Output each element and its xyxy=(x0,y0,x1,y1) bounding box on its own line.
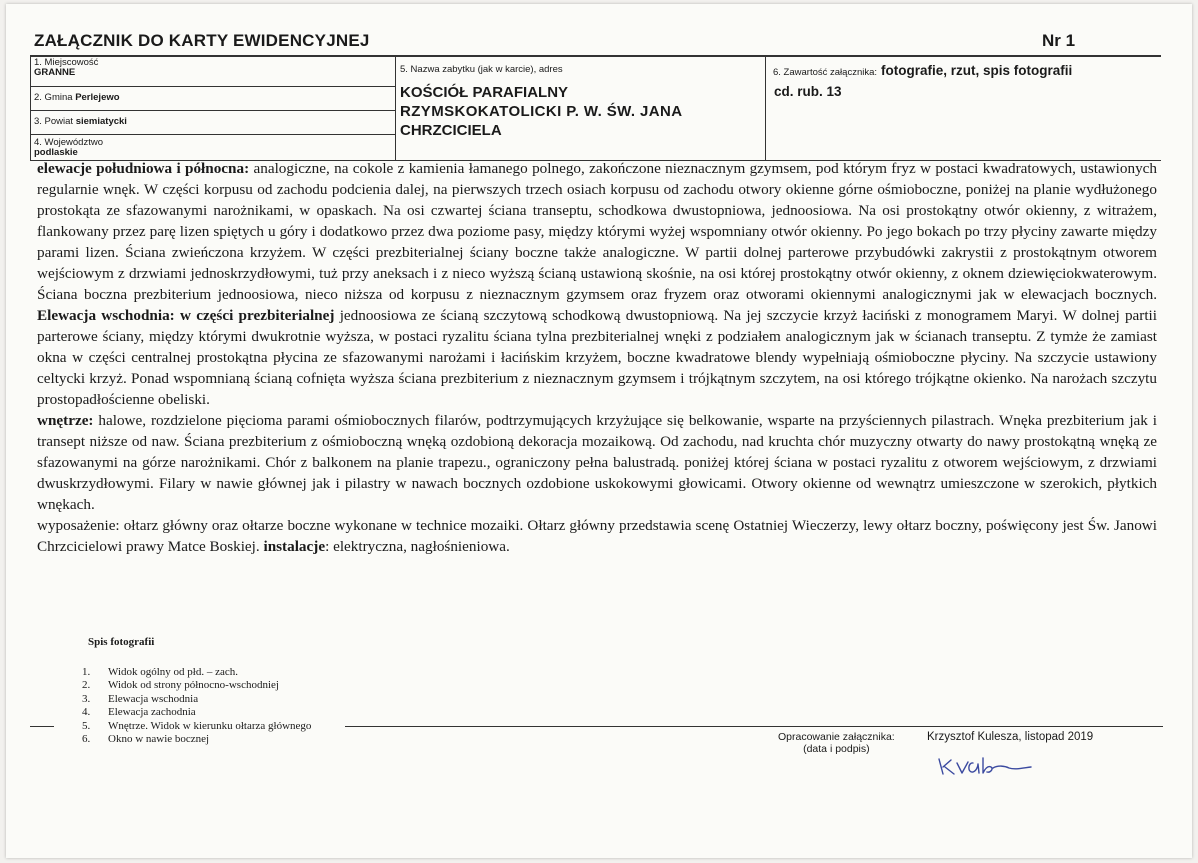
field-value: fotografie, rzut, spis fotografii xyxy=(881,63,1073,78)
text-run: analogiczne, na cokole z kamienia łamanego polnego, zakończone nieznacznym gzymsem, pod którym fryz w postaci kwadratowych, ustawionych regularnie wnęk. W części korpusu od zachodu podcienia dalej, na pierwszych trzech osiach korpusu od zachodu otwory okienne górne ośmioboczne, poniżej na planie wydłużonego prostokąta ze sfazowanymi narożnikami, w opaskach. Na osi czwartej ściana transeptu, schodkowa dwustopniowa, jednoosiowa. Na osi prostokątny otwór okienny, z witrażem, flankowany przez parę lizen spiętych u góry i dodatkowo przez dwa poziome pasy, między którymi wyżej wspomniany otwór okienny. Po jego bokach po trzy płyciny zawarte między parami lizen. Ściana zwieńczona krzyżem. W części prezbiterialnej ściany boczne także analogiczne. W partii dolnej parterowe przybudówki zakrystii z prostokątnym otworem wejściowym z drzwiami jednoskrzydłowymi, tuż przy aneksach i z nieco wyższą ścianą ustawioną skośnie, na osi której prostokątny otwór okienny, z oknem dziewięciokwaterowym. Ściana boczna prezbiterium jednoosiowa, nieco niższa od korpusu z nieznacznym gzymsem oraz fryzem oraz otworami okiennymi analogicznymi jak w elewacjach bocznych. xyxy=(37,160,1158,303)
heading-elewacje: elewacje południowa i północna: xyxy=(37,160,250,177)
signature xyxy=(935,752,1035,780)
nazwa-line: KOŚCIÓŁ PARAFIALNY xyxy=(400,84,569,101)
item-number: 6. xyxy=(82,733,91,745)
photo-list-items xyxy=(82,666,311,747)
field-miejscowosc xyxy=(34,58,98,78)
field-divider xyxy=(30,110,395,111)
nazwa-line: RZYMSKOKATOLICKI P. W. ŚW. JANA xyxy=(400,103,683,120)
text-run: wyposażenie: ołtarz główny oraz ołtarze boczne wykonane w technice mozaiki. Ołtarz główny przedstawia scenę Ostatniej Wieczerzy, lewy ołtarz boczny, poświęcony jest Św. Janowi Chrzcicielowi prawy Matce Boskiej. xyxy=(37,517,1157,555)
item-text: Okno w nawie bocznej xyxy=(108,733,210,745)
field-divider xyxy=(30,134,395,135)
field-nazwa-value xyxy=(400,83,682,140)
heading-wnetrze: wnętrze: xyxy=(37,412,94,429)
list-item xyxy=(82,679,311,693)
field-zawartosc xyxy=(773,62,1072,80)
item-text: Wnętrze. Widok w kierunku ołtarza głównego xyxy=(108,719,312,732)
list-item xyxy=(82,693,311,707)
item-number: 5. xyxy=(82,719,91,732)
item-number: 4. xyxy=(82,706,91,718)
field-label: 1. Miejscowość xyxy=(34,57,99,68)
document-title: ZAŁĄCZNIK DO KARTY EWIDENCYJNEJ xyxy=(34,31,370,50)
footer-label-line: Opracowanie załącznika: xyxy=(778,731,895,743)
item-text: Widok ogólny od płd. – zach. xyxy=(108,665,239,678)
footer-author: Krzysztof Kulesza, listopad 2019 xyxy=(927,731,1094,743)
field-divider xyxy=(30,86,395,87)
field-label: 6. Zawartość załącznika: xyxy=(773,67,878,78)
header-rule xyxy=(30,55,1161,57)
field-label: 3. Powiat xyxy=(34,116,74,127)
item-number: 3. xyxy=(82,692,91,705)
heading-elewacja-wschodnia: Elewacja wschodnia: w części prezbiterialnej xyxy=(37,307,335,324)
form-column-divider xyxy=(765,55,766,161)
paragraph-elewacje xyxy=(37,158,1157,410)
text-run: jednoosiowa ze ścianą szczytową schodkową dwustopniową. Na jej szczycie krzyż łaciński z monogramem Maryi. W dolnej partii parterowe ściany, między którymi dwukrotnie wyższa, w postaci ryzalitu ściana tylna prezbiterialnej wnęki z podziałem analogicznym jak w ścianach transeptu. Z tymże że zamiast okna w części centralnej prostokątna płycina ze sfazowanymi narożami i łacińskim krzyżem, boczne kwadratowe blendy wypełniają ośmioboczne płyciny. Na szczycie ustawiony celtycki krzyż. Ponad wspomnianą ścianą cofnięta wyższa ściana prezbiterium z nieznacznym gzymsem i trójkątnym szczytem, na osi którego trójkątne okienko. Na narożach szczytu prostopadłościenne obeliski. xyxy=(37,307,1157,408)
heading-instalacje: instalacje xyxy=(263,538,326,555)
text-run: halowe, rozdzielone pięcioma parami ośmiobocznych filarów, podtrzymujących krzyżujące się belkowanie, wsparte na przyściennych pilastrach. Wnęka prezbiterium jak i transept niższe od naw. Ściana prezbiterium z ośmioboczną wnęką ozdobioną dekoracja mozaikową. Od zachodu, nad kruchta chór muzyczny otwarty do nawy prostokątną wnęką ze sfazowanymi na górze narożnikami. Chór z balkonem na planie trapezu., ograniczony pełna balustradą. poniżej której ściana w postaci ryzalitu z otworem wejściowym, z drzwiami dwuskrzydłowymi. Filary w nawie głównej jak i pilastry w nawach bocznych ozdobione uskokowymi głowicami. Otwory okienne od wewnątrz umieszczone w szerokich, płytkich wnękach. xyxy=(37,412,1157,513)
footer-rule-left xyxy=(30,726,54,727)
field-powiat xyxy=(34,117,127,127)
item-number: 1. xyxy=(82,665,91,678)
footer-label xyxy=(778,731,895,755)
list-item xyxy=(82,706,311,720)
description-text xyxy=(37,158,1157,557)
photo-list xyxy=(82,636,311,747)
paragraph-wyposazenie xyxy=(37,515,1157,557)
photo-list-title: Spis fotografii xyxy=(88,636,155,648)
field-nazwa-label: 5. Nazwa zabytku (jak w karcie), adres xyxy=(400,64,563,75)
nazwa-line: CHRZCICIELA xyxy=(400,122,502,139)
field-wojewodztwo xyxy=(34,138,103,158)
list-item xyxy=(82,666,311,680)
list-item xyxy=(82,733,311,747)
continuation-note: cd. rub. 13 xyxy=(774,84,842,99)
field-value: siemiatycki xyxy=(75,116,127,127)
footer-label-line: (data i podpis) xyxy=(803,743,870,755)
item-number: 2. xyxy=(82,679,91,691)
form-left-border xyxy=(30,55,31,161)
field-value: GRANNE xyxy=(34,67,76,78)
field-value: podlaskie xyxy=(34,147,78,158)
list-item xyxy=(82,720,311,734)
item-text: Elewacja zachodnia xyxy=(108,706,196,718)
field-label: 4. Województwo xyxy=(34,137,103,148)
field-label: 2. Gmina xyxy=(34,92,73,103)
field-gmina xyxy=(34,93,120,103)
field-value: Perlejewo xyxy=(75,92,120,103)
item-text: Elewacja wschodnia xyxy=(108,692,199,705)
document-number: Nr 1 xyxy=(1042,31,1076,50)
footer-rule xyxy=(345,726,1163,727)
paragraph-wnetrze xyxy=(37,410,1157,515)
text-run: : elektryczna, nagłośnieniowa. xyxy=(325,538,510,555)
item-text: Widok od strony północno-wschodniej xyxy=(108,679,279,691)
form-column-divider xyxy=(395,55,396,161)
